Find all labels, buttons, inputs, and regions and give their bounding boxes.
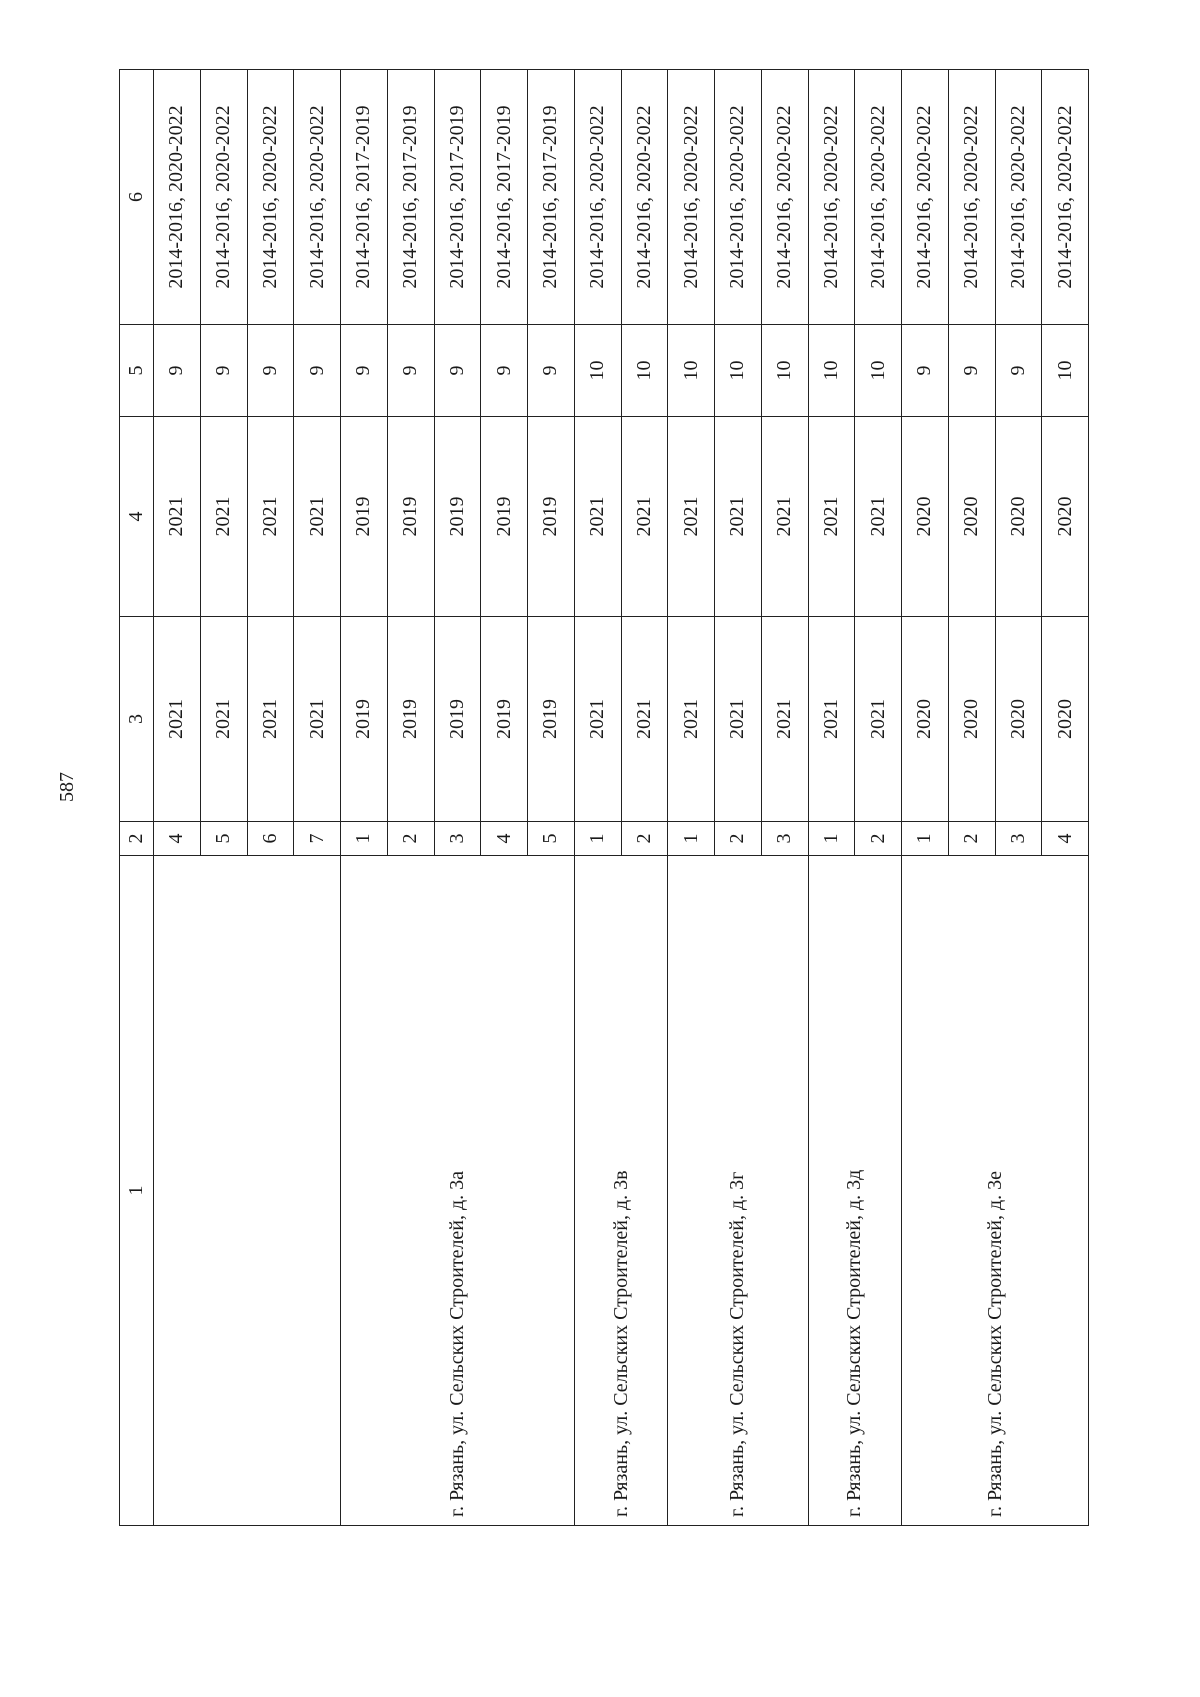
table-row <box>574 70 621 1526</box>
cell-c5: 9 <box>247 325 294 417</box>
cell-c3: 2021 <box>200 617 247 822</box>
cell-c4: 2021 <box>761 417 808 617</box>
cell-c4: 2019 <box>528 417 575 617</box>
cell-c3: 2020 <box>995 617 1042 822</box>
cell-c5: 9 <box>434 325 481 417</box>
cell-c6: 2014-2016, 2020-2022 <box>855 70 902 325</box>
cell-c6: 2014-2016, 2017-2019 <box>528 70 575 325</box>
header-cell: 4 <box>120 417 154 617</box>
table-row <box>668 70 715 1526</box>
cell-c3: 2021 <box>621 617 668 822</box>
cell-c5: 9 <box>341 325 388 417</box>
cell-c2: 2 <box>387 822 434 856</box>
cell-c2: 5 <box>200 822 247 856</box>
table-row <box>808 70 855 1526</box>
table-row <box>341 70 388 1526</box>
cell-c3: 2021 <box>808 617 855 822</box>
cell-c6: 2014-2016, 2020-2022 <box>621 70 668 325</box>
cell-c2: 1 <box>668 822 715 856</box>
cell-c2: 5 <box>528 822 575 856</box>
cell-c6: 2014-2016, 2020-2022 <box>200 70 247 325</box>
cell-c4: 2019 <box>387 417 434 617</box>
cell-c3: 2020 <box>902 617 949 822</box>
cell-c6: 2014-2016, 2020-2022 <box>1042 70 1089 325</box>
cell-c6: 2014-2016, 2020-2022 <box>761 70 808 325</box>
address-cell <box>154 856 341 1526</box>
cell-c4: 2020 <box>902 417 949 617</box>
table-body <box>120 70 1089 1526</box>
cell-c5: 10 <box>761 325 808 417</box>
cell-c2: 1 <box>341 822 388 856</box>
cell-c5: 9 <box>154 325 201 417</box>
cell-c5: 10 <box>621 325 668 417</box>
cell-c4: 2021 <box>808 417 855 617</box>
cell-c3: 2020 <box>948 617 995 822</box>
cell-c3: 2021 <box>761 617 808 822</box>
cell-c3: 2021 <box>247 617 294 822</box>
cell-c3: 2021 <box>574 617 621 822</box>
cell-c4: 2019 <box>341 417 388 617</box>
address-cell: г. Рязань, ул. Сельских Строителей, д. 3е <box>902 856 1089 1526</box>
cell-c6: 2014-2016, 2020-2022 <box>948 70 995 325</box>
cell-c6: 2014-2016, 2020-2022 <box>902 70 949 325</box>
cell-c6: 2014-2016, 2017-2019 <box>387 70 434 325</box>
cell-c2: 4 <box>1042 822 1089 856</box>
cell-c3: 2019 <box>387 617 434 822</box>
cell-c4: 2021 <box>855 417 902 617</box>
schedule-table <box>119 69 1089 1526</box>
address-cell: г. Рязань, ул. Сельских Строителей, д. 3д <box>808 856 902 1526</box>
cell-c2: 1 <box>574 822 621 856</box>
cell-c3: 2021 <box>715 617 762 822</box>
cell-c3: 2021 <box>154 617 201 822</box>
cell-c5: 9 <box>902 325 949 417</box>
cell-c5: 9 <box>995 325 1042 417</box>
cell-c5: 10 <box>1042 325 1089 417</box>
cell-c5: 10 <box>855 325 902 417</box>
cell-c4: 2021 <box>200 417 247 617</box>
cell-c6: 2014-2016, 2020-2022 <box>995 70 1042 325</box>
cell-c2: 2 <box>715 822 762 856</box>
cell-c4: 2019 <box>434 417 481 617</box>
cell-c4: 2021 <box>247 417 294 617</box>
cell-c3: 2021 <box>294 617 341 822</box>
cell-c5: 9 <box>200 325 247 417</box>
cell-c6: 2014-2016, 2020-2022 <box>154 70 201 325</box>
cell-c3: 2019 <box>481 617 528 822</box>
cell-c5: 9 <box>528 325 575 417</box>
cell-c3: 2021 <box>855 617 902 822</box>
cell-c2: 7 <box>294 822 341 856</box>
cell-c5: 9 <box>294 325 341 417</box>
cell-c3: 2019 <box>434 617 481 822</box>
rotated-table-wrapper <box>119 70 1089 1526</box>
cell-c2: 3 <box>761 822 808 856</box>
cell-c5: 9 <box>387 325 434 417</box>
cell-c4: 2021 <box>574 417 621 617</box>
cell-c2: 1 <box>808 822 855 856</box>
cell-c4: 2019 <box>481 417 528 617</box>
page-number: 587 <box>56 772 78 802</box>
address-cell: г. Рязань, ул. Сельских Строителей, д. 3г <box>668 856 808 1526</box>
cell-c6: 2014-2016, 2020-2022 <box>574 70 621 325</box>
cell-c2: 4 <box>481 822 528 856</box>
cell-c2: 6 <box>247 822 294 856</box>
cell-c6: 2014-2016, 2020-2022 <box>668 70 715 325</box>
cell-c5: 10 <box>668 325 715 417</box>
cell-c5: 10 <box>715 325 762 417</box>
cell-c5: 10 <box>808 325 855 417</box>
cell-c6: 2014-2016, 2017-2019 <box>341 70 388 325</box>
cell-c2: 1 <box>902 822 949 856</box>
cell-c5: 10 <box>574 325 621 417</box>
cell-c6: 2014-2016, 2017-2019 <box>434 70 481 325</box>
cell-c2: 2 <box>948 822 995 856</box>
table-row <box>902 70 949 1526</box>
cell-c3: 2019 <box>528 617 575 822</box>
cell-c6: 2014-2016, 2020-2022 <box>715 70 762 325</box>
cell-c3: 2019 <box>341 617 388 822</box>
cell-c4: 2020 <box>1042 417 1089 617</box>
cell-c6: 2014-2016, 2020-2022 <box>294 70 341 325</box>
cell-c2: 3 <box>434 822 481 856</box>
table-row <box>154 70 201 1526</box>
cell-c3: 2020 <box>1042 617 1089 822</box>
cell-c6: 2014-2016, 2020-2022 <box>247 70 294 325</box>
cell-c4: 2020 <box>995 417 1042 617</box>
header-cell: 1 <box>120 856 154 1526</box>
cell-c2: 3 <box>995 822 1042 856</box>
header-cell: 2 <box>120 822 154 856</box>
header-cell: 3 <box>120 617 154 822</box>
cell-c5: 9 <box>948 325 995 417</box>
cell-c2: 4 <box>154 822 201 856</box>
address-cell: г. Рязань, ул. Сельских Строителей, д. 3в <box>574 856 668 1526</box>
cell-c4: 2021 <box>668 417 715 617</box>
cell-c2: 2 <box>855 822 902 856</box>
cell-c4: 2020 <box>948 417 995 617</box>
cell-c4: 2021 <box>621 417 668 617</box>
cell-c5: 9 <box>481 325 528 417</box>
address-cell: г. Рязань, ул. Сельских Строителей, д. 3а <box>341 856 575 1526</box>
cell-c2: 2 <box>621 822 668 856</box>
cell-c4: 2021 <box>154 417 201 617</box>
header-cell: 6 <box>120 70 154 325</box>
cell-c4: 2021 <box>715 417 762 617</box>
cell-c4: 2021 <box>294 417 341 617</box>
header-row <box>120 70 154 1526</box>
header-cell: 5 <box>120 325 154 417</box>
cell-c3: 2021 <box>668 617 715 822</box>
cell-c6: 2014-2016, 2020-2022 <box>808 70 855 325</box>
cell-c6: 2014-2016, 2017-2019 <box>481 70 528 325</box>
